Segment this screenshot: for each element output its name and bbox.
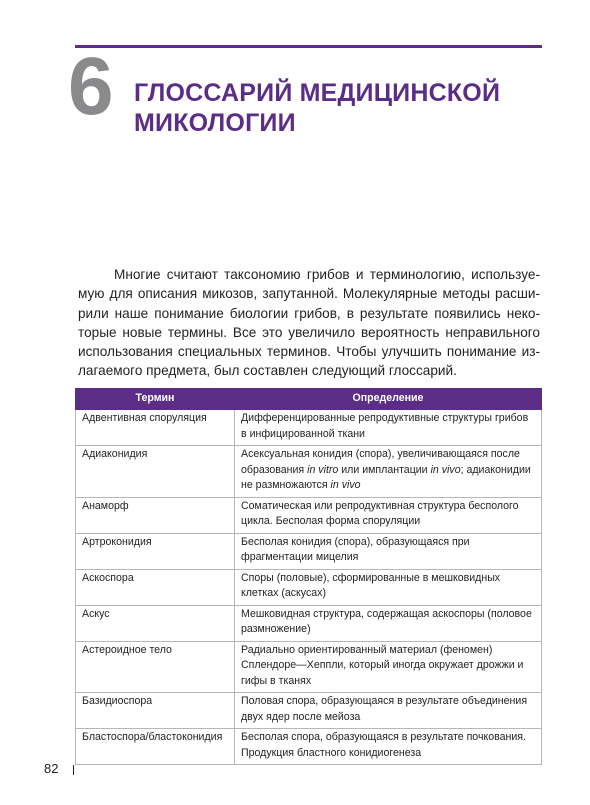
definition-text: или имплантации — [338, 463, 431, 476]
chapter-title-line1: ГЛОССАРИЙ МЕДИЦИНСКОЙ — [134, 79, 501, 107]
term-cell: Базидиоспора — [76, 693, 235, 729]
definition-text: Асексуальная конидия (спора), увеличивающаяся после образования — [241, 448, 520, 476]
table-row — [76, 497, 542, 533]
intro-line: торые новые термины. Все это увеличило вероятность неправильного — [78, 324, 540, 340]
table-row — [76, 605, 542, 641]
page-number: 82 — [44, 761, 59, 776]
definition-cell: Радиально ориентированный материал (феномен) Сплендоре—Хеппли, который иногда окружает дрожжи и гифы в тканях — [235, 641, 542, 693]
intro-paragraph — [78, 265, 540, 381]
table-row — [76, 641, 542, 693]
header-term: Термин — [76, 389, 235, 410]
term-cell: Бластоспора/бластоконидия — [76, 729, 235, 765]
definition-italic: in vitro — [307, 463, 339, 476]
table-row — [76, 729, 542, 765]
term-cell: Анаморф — [76, 497, 235, 533]
definition-italic: in vivo — [430, 463, 461, 476]
term-cell: Адиаконидия — [76, 446, 235, 498]
definition-cell: Бесполая конидия (спора), образующаяся при фрагментации мицелия — [235, 533, 542, 569]
table-header-row — [76, 389, 542, 410]
intro-line: Многие считают таксономию грибов и терминологию, используе- — [114, 267, 540, 282]
chapter-title-line2: МИКОЛОГИИ — [134, 109, 296, 137]
definition-cell: Соматическая или репродуктивная структура бесполого цикла. Бесполая форма споруляции — [235, 497, 542, 533]
chapter-number: 6 — [68, 41, 112, 132]
definition-italic: in vivo — [330, 479, 361, 491]
page-number-divider — [73, 765, 74, 775]
definition-cell: Мешковидная структура, содержащая аскоспоры (половое размножение) — [235, 605, 542, 641]
definition-text: ; адиаконидии не размножаются — [241, 463, 531, 491]
table-row — [76, 533, 542, 569]
term-cell: Аскоспора — [76, 569, 235, 605]
intro-line: мую для описания микозов, запутанной. Молекулярные методы расши- — [78, 286, 540, 302]
term-cell: Адвентивная споруляция — [76, 410, 235, 446]
definition-cell: Дифференцированные репродуктивные структуры грибов в инфицированной ткани — [235, 410, 542, 446]
glossary-table — [75, 388, 542, 765]
intro-line: использования специальных терминов. Чтобы улучшить понимание из- — [78, 344, 540, 360]
term-cell: Астероидное тело — [76, 641, 235, 693]
definition-cell: Бесполая спора, образующаяся в результате почкования. Продукция бластного конидиогенеза — [235, 729, 542, 765]
definition-cell: Половая спора, образующаяся в результате объединения двух ядер после мейоза — [235, 693, 542, 729]
definition-cell — [235, 446, 542, 498]
table-row — [76, 446, 542, 498]
table-row — [76, 410, 542, 446]
intro-line: рили наше понимание биологии грибов, в результате появились неко- — [78, 305, 540, 321]
term-cell: Артроконидия — [76, 533, 235, 569]
chapter-title — [134, 78, 534, 138]
top-rule — [75, 45, 542, 48]
intro-line: лагаемого предмета, был составлен следующий глоссарий. — [78, 363, 457, 379]
table-row — [76, 693, 542, 729]
table-row — [76, 569, 542, 605]
term-cell: Аскус — [76, 605, 235, 641]
header-definition: Определение — [235, 389, 542, 410]
definition-cell: Споры (половые), сформированные в мешковидных клетках (аскусах) — [235, 569, 542, 605]
